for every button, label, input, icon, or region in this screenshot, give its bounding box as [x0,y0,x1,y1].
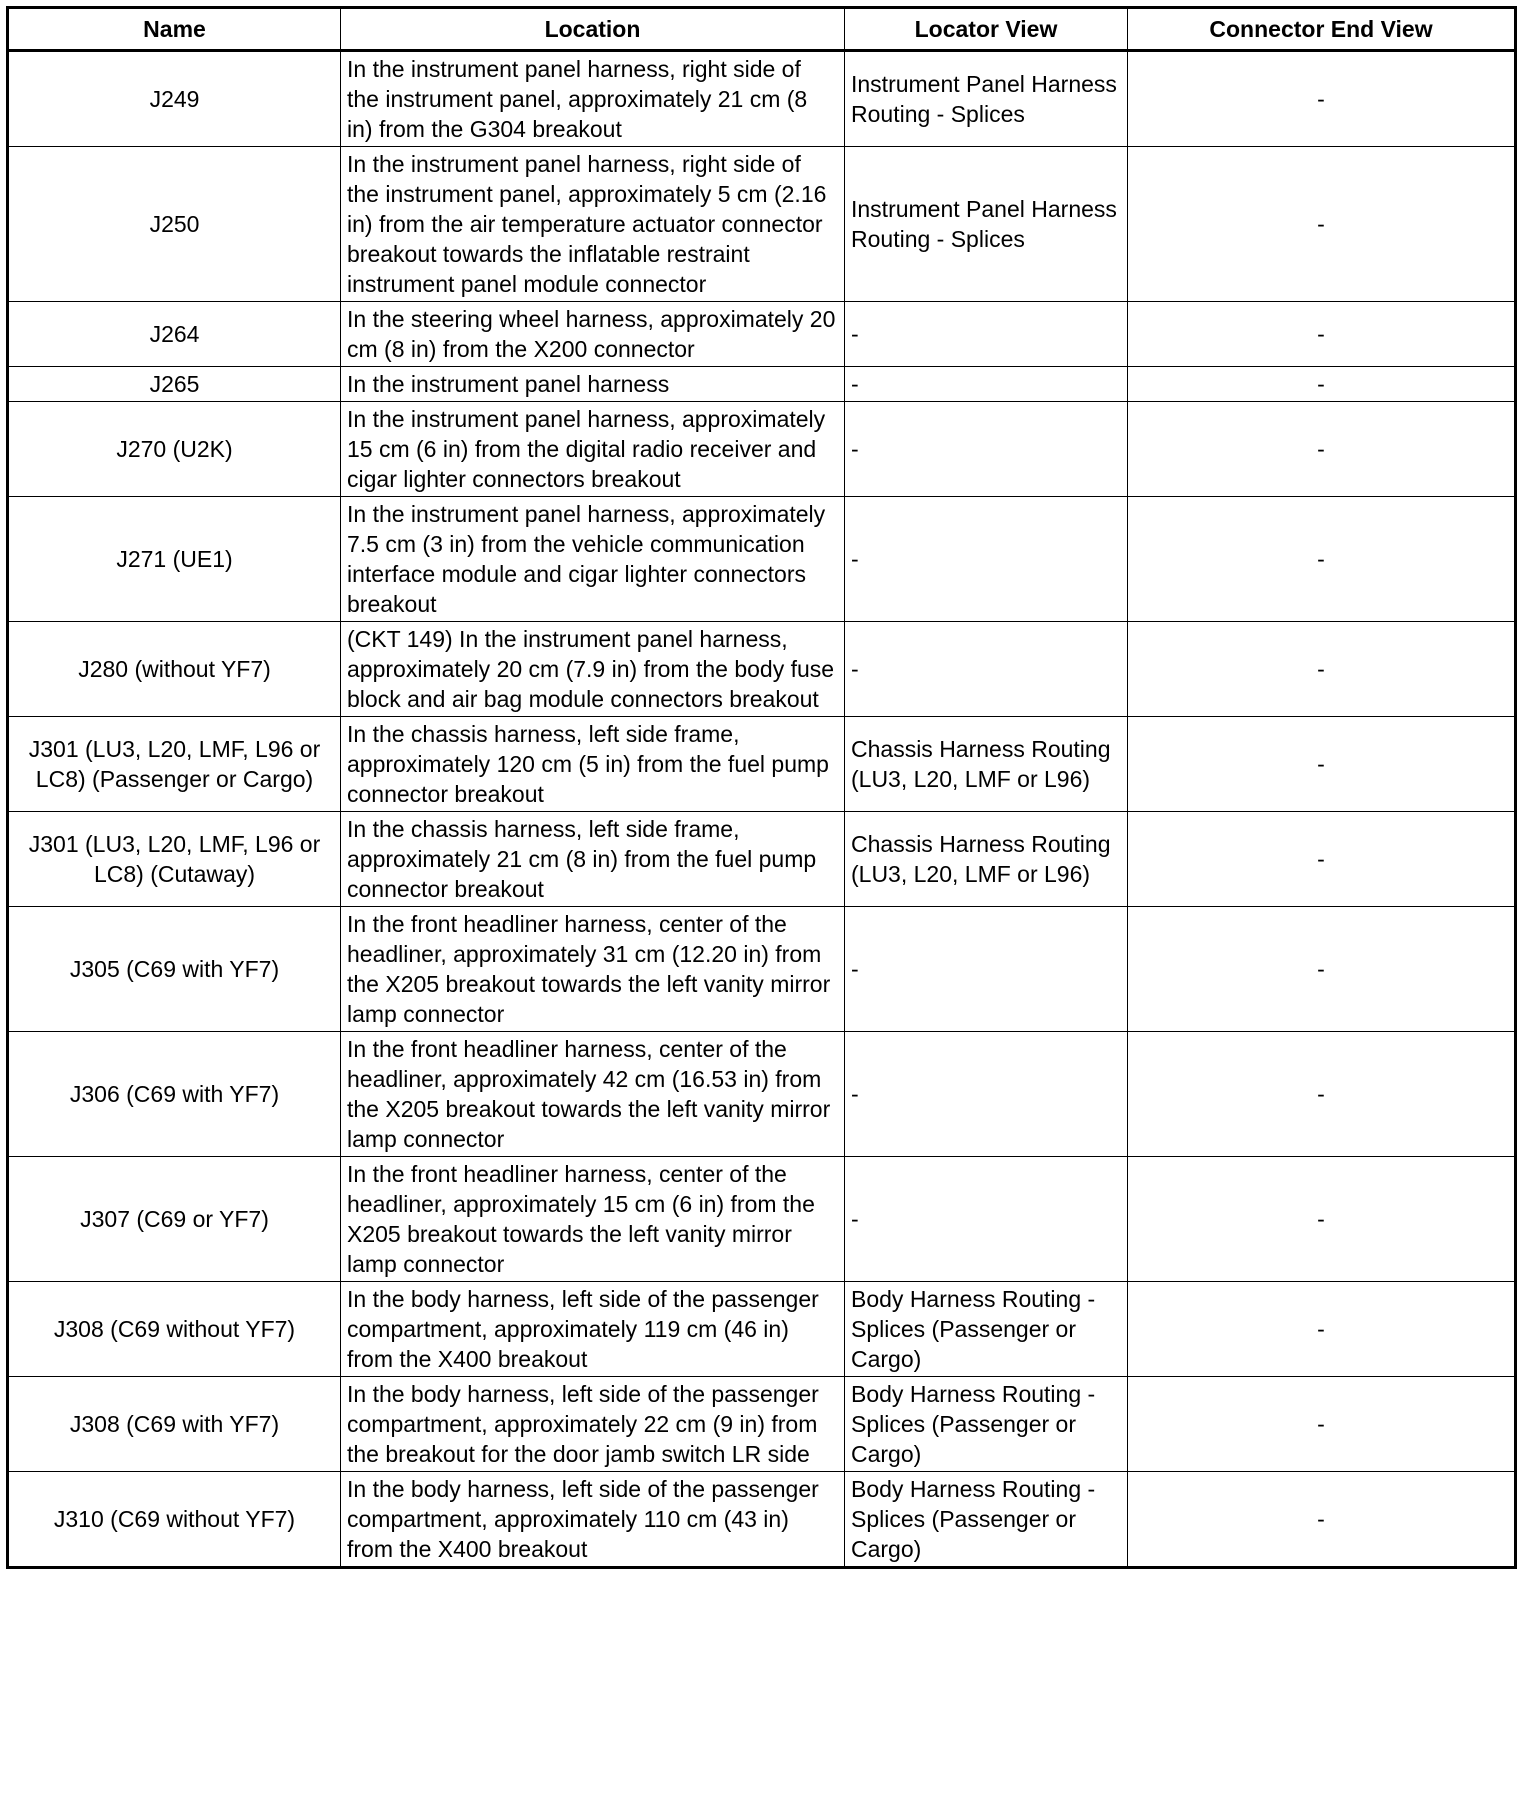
table-row [8,1377,1516,1472]
cell-name: J271 (UE1) [8,497,341,622]
cell-name: J249 [8,51,341,147]
table-row [8,1472,1516,1568]
cell-connector-end-view: - [1128,147,1516,302]
table-row [8,717,1516,812]
table-row [8,367,1516,402]
cell-name: J307 (C69 or YF7) [8,1157,341,1282]
cell-connector-end-view: - [1128,812,1516,907]
cell-name: J264 [8,302,341,367]
cell-location: In the chassis harness, left side frame, approximately 120 cm (5 in) from the fuel pump connector breakout [341,717,845,812]
cell-locator-view: Body Harness Routing - Splices (Passenger or Cargo) [845,1377,1128,1472]
column-header-location: Location [341,8,845,51]
cell-name: J280 (without YF7) [8,622,341,717]
cell-location: In the body harness, left side of the passenger compartment, approximately 22 cm (9 in) from the breakout for the door jamb switch LR side [341,1377,845,1472]
cell-connector-end-view: - [1128,402,1516,497]
cell-connector-end-view: - [1128,497,1516,622]
cell-location: In the steering wheel harness, approximately 20 cm (8 in) from the X200 connector [341,302,845,367]
splice-location-table [6,6,1517,1569]
cell-locator-view: Instrument Panel Harness Routing - Splices [845,51,1128,147]
cell-locator-view: - [845,1032,1128,1157]
cell-locator-view: Instrument Panel Harness Routing - Splices [845,147,1128,302]
cell-location: In the front headliner harness, center of the headliner, approximately 42 cm (16.53 in) from the X205 breakout towards the left vanity mirror lamp connector [341,1032,845,1157]
cell-name: J308 (C69 with YF7) [8,1377,341,1472]
cell-name: J301 (LU3, L20, LMF, L96 or LC8) (Cutaway) [8,812,341,907]
cell-name: J250 [8,147,341,302]
cell-connector-end-view: - [1128,1472,1516,1568]
column-header-locator-view: Locator View [845,8,1128,51]
cell-name: J308 (C69 without YF7) [8,1282,341,1377]
table-row [8,907,1516,1032]
column-header-name: Name [8,8,341,51]
cell-location: In the front headliner harness, center of the headliner, approximately 31 cm (12.20 in) from the X205 breakout towards the left vanity mirror lamp connector [341,907,845,1032]
cell-connector-end-view: - [1128,1282,1516,1377]
cell-locator-view: Chassis Harness Routing (LU3, L20, LMF or L96) [845,812,1128,907]
cell-locator-view: Chassis Harness Routing (LU3, L20, LMF or L96) [845,717,1128,812]
cell-location: In the front headliner harness, center of the headliner, approximately 15 cm (6 in) from the X205 breakout towards the left vanity mirror lamp connector [341,1157,845,1282]
cell-connector-end-view: - [1128,1157,1516,1282]
table-row [8,497,1516,622]
cell-name: J265 [8,367,341,402]
cell-name: J270 (U2K) [8,402,341,497]
table-row [8,302,1516,367]
cell-locator-view: - [845,907,1128,1032]
cell-locator-view: - [845,302,1128,367]
table-row [8,1032,1516,1157]
cell-location: In the instrument panel harness, right side of the instrument panel, approximately 21 cm (8 in) from the G304 breakout [341,51,845,147]
cell-locator-view: - [845,1157,1128,1282]
table-row [8,147,1516,302]
table-row [8,622,1516,717]
cell-location: In the instrument panel harness [341,367,845,402]
table-row [8,51,1516,147]
table-row [8,812,1516,907]
table-row [8,1157,1516,1282]
cell-connector-end-view: - [1128,907,1516,1032]
cell-name: J305 (C69 with YF7) [8,907,341,1032]
cell-connector-end-view: - [1128,51,1516,147]
cell-name: J306 (C69 with YF7) [8,1032,341,1157]
cell-location: (CKT 149) In the instrument panel harness, approximately 20 cm (7.9 in) from the body fuse block and air bag module connectors breakout [341,622,845,717]
cell-name: J301 (LU3, L20, LMF, L96 or LC8) (Passenger or Cargo) [8,717,341,812]
cell-locator-view: - [845,622,1128,717]
cell-location: In the body harness, left side of the passenger compartment, approximately 110 cm (43 in) from the X400 breakout [341,1472,845,1568]
cell-connector-end-view: - [1128,367,1516,402]
cell-connector-end-view: - [1128,1032,1516,1157]
cell-location: In the instrument panel harness, approximately 7.5 cm (3 in) from the vehicle communication interface module and cigar lighter connectors breakout [341,497,845,622]
cell-locator-view: Body Harness Routing - Splices (Passenger or Cargo) [845,1472,1128,1568]
cell-locator-view: - [845,402,1128,497]
table-row [8,1282,1516,1377]
table-row [8,402,1516,497]
cell-connector-end-view: - [1128,717,1516,812]
cell-location: In the body harness, left side of the passenger compartment, approximately 119 cm (46 in) from the X400 breakout [341,1282,845,1377]
cell-location: In the instrument panel harness, approximately 15 cm (6 in) from the digital radio receiver and cigar lighter connectors breakout [341,402,845,497]
cell-name: J310 (C69 without YF7) [8,1472,341,1568]
column-header-connector-end-view: Connector End View [1128,8,1516,51]
cell-location: In the chassis harness, left side frame, approximately 21 cm (8 in) from the fuel pump connector breakout [341,812,845,907]
cell-locator-view: - [845,497,1128,622]
cell-connector-end-view: - [1128,302,1516,367]
cell-locator-view: - [845,367,1128,402]
cell-location: In the instrument panel harness, right side of the instrument panel, approximately 5 cm (2.16 in) from the air temperature actuator connector breakout towards the inflatable restraint instrument panel module connector [341,147,845,302]
cell-connector-end-view: - [1128,622,1516,717]
table-header-row [8,8,1516,51]
cell-locator-view: Body Harness Routing - Splices (Passenger or Cargo) [845,1282,1128,1377]
cell-connector-end-view: - [1128,1377,1516,1472]
